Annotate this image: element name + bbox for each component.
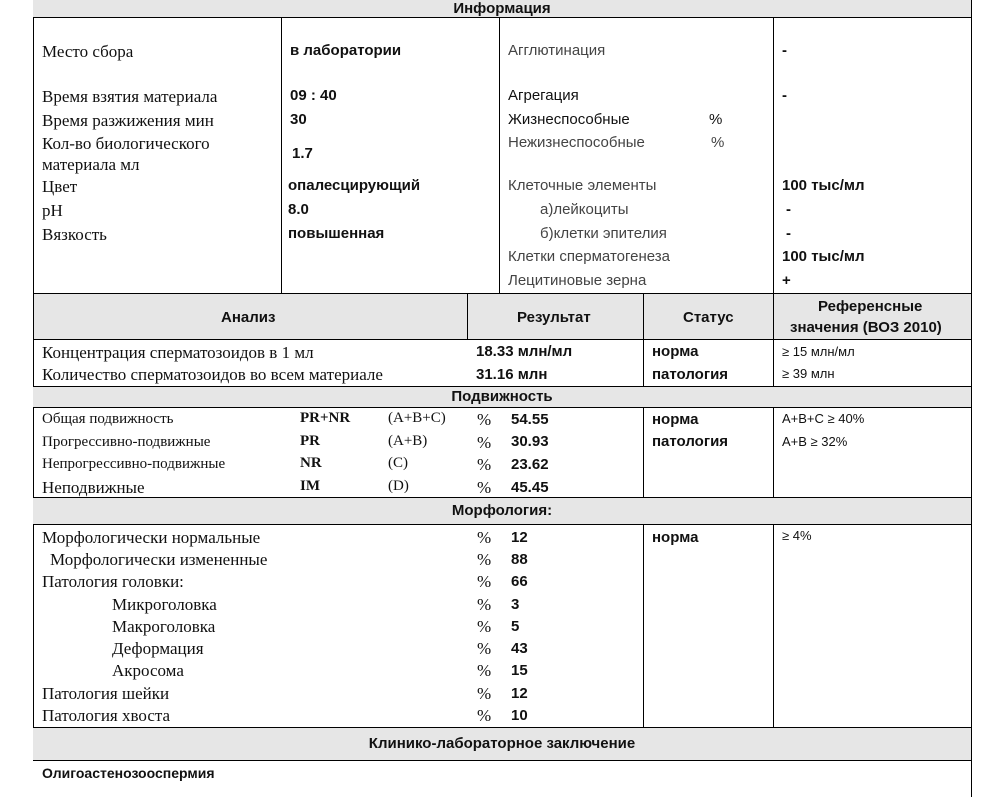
morph-value-tail: 10 bbox=[511, 707, 528, 724]
morphology-reference: ≥ 4% bbox=[782, 528, 812, 543]
info-label-spermatogenesis: Клетки сперматогенеза bbox=[508, 248, 670, 265]
info-value-viscosity: повышенная bbox=[288, 225, 385, 242]
morph-pct-deformation: % bbox=[477, 639, 492, 658]
motility-cat-immotile: (D) bbox=[388, 478, 409, 494]
motility-pct-total: % bbox=[477, 410, 492, 429]
morph-pct-head: % bbox=[477, 572, 492, 591]
morph-pct-microhead: % bbox=[477, 595, 492, 614]
motility-status-total: норма bbox=[652, 411, 699, 428]
info-unit-nonviable: % bbox=[711, 134, 725, 151]
analysis-ref-total: ≥ 39 млн bbox=[782, 366, 835, 381]
info-unit-viable: % bbox=[709, 111, 723, 128]
divider bbox=[33, 524, 971, 525]
info-label-cell-elements: Клеточные элементы bbox=[508, 177, 657, 194]
motility-code-progressive: PR bbox=[300, 433, 320, 449]
motility-value-progressive: 30.93 bbox=[511, 433, 549, 450]
info-value-cell-elements: 100 тыс/мл bbox=[782, 177, 865, 194]
divider bbox=[773, 524, 774, 727]
motility-name-nonprogressive: Непрогрессивно-подвижные bbox=[42, 456, 226, 472]
morph-name-normal: Морфологически нормальные bbox=[42, 528, 261, 547]
header-status: Статус bbox=[683, 309, 734, 326]
morph-value-deformation: 43 bbox=[511, 640, 528, 657]
morph-name-head: Патология головки: bbox=[42, 572, 184, 591]
morph-value-abnormal: 88 bbox=[511, 551, 528, 568]
info-value-color: опалесцирующий bbox=[288, 177, 421, 194]
header-analysis: Анализ bbox=[221, 309, 276, 326]
divider bbox=[773, 294, 774, 386]
info-label-liquefaction: Время разжижения мин bbox=[42, 111, 214, 130]
info-label-color: Цвет bbox=[42, 177, 78, 196]
divider bbox=[773, 17, 774, 293]
motility-code-total: PR+NR bbox=[300, 410, 351, 426]
motility-title: Подвижность bbox=[451, 388, 553, 405]
info-value-lecithin: + bbox=[782, 272, 791, 289]
motility-pct-progressive: % bbox=[477, 433, 492, 452]
morph-value-normal: 12 bbox=[511, 529, 528, 546]
header-reference-line1: Референсные bbox=[818, 298, 923, 315]
morph-name-microhead: Микроголовка bbox=[112, 595, 217, 614]
info-label-epithelial: б)клетки эпителия bbox=[540, 225, 667, 242]
motility-value-total: 54.55 bbox=[511, 411, 549, 428]
morph-pct-acrosome: % bbox=[477, 661, 492, 680]
analysis-name-concentration: Концентрация сперматозоидов в 1 мл bbox=[42, 343, 314, 362]
info-label-viscosity: Вязкость bbox=[42, 225, 107, 244]
divider bbox=[33, 407, 971, 408]
info-value-epithelial: - bbox=[786, 225, 791, 242]
info-value-collection-place: в лаборатории bbox=[290, 42, 402, 59]
divider bbox=[773, 407, 774, 497]
divider bbox=[33, 17, 971, 18]
info-label-lecithin: Лецитиновые зерна bbox=[508, 272, 647, 289]
divider bbox=[499, 17, 500, 293]
divider bbox=[643, 294, 644, 386]
morph-name-acrosome: Акросома bbox=[112, 661, 184, 680]
morph-value-microhead: 3 bbox=[511, 596, 520, 613]
morph-value-macrohead: 5 bbox=[511, 618, 520, 635]
morph-pct-neck: % bbox=[477, 684, 492, 703]
motility-pct-nonprogressive: % bbox=[477, 455, 492, 474]
info-value-liquefaction: 30 bbox=[290, 111, 307, 128]
analysis-result-concentration: 18.33 млн/мл bbox=[476, 343, 573, 360]
analysis-name-total: Количество сперматозоидов во всем материале bbox=[42, 365, 383, 384]
divider bbox=[971, 0, 972, 797]
info-label-agglutination: Агглютинация bbox=[508, 42, 606, 59]
info-label-aggregation: Агрегация bbox=[508, 87, 579, 104]
divider bbox=[33, 760, 971, 761]
motility-name-progressive: Прогрессивно-подвижные bbox=[42, 434, 211, 450]
header-reference-line2: значения (ВОЗ 2010) bbox=[790, 319, 942, 336]
info-label-collection-time: Время взятия материала bbox=[42, 87, 218, 106]
morphology-status: норма bbox=[652, 529, 699, 546]
morph-name-abnormal: Морфологически измененные bbox=[50, 550, 268, 569]
header-result: Результат bbox=[517, 309, 591, 326]
conclusion-text: Олигоастенозооспермия bbox=[42, 765, 215, 781]
motility-name-immotile: Неподвижные bbox=[42, 478, 145, 497]
info-value-ph: 8.0 bbox=[288, 201, 309, 218]
info-label-ph: pH bbox=[42, 201, 63, 220]
motility-pct-immotile: % bbox=[477, 478, 492, 497]
info-value-agglutination: - bbox=[782, 42, 787, 59]
analysis-result-total: 31.16 млн bbox=[476, 366, 548, 383]
motility-name-total: Общая подвижность bbox=[42, 411, 174, 427]
conclusion-title: Клинико-лабораторное заключение bbox=[368, 735, 636, 752]
morph-pct-macrohead: % bbox=[477, 617, 492, 636]
morph-value-neck: 12 bbox=[511, 685, 528, 702]
analysis-ref-concentration: ≥ 15 млн/мл bbox=[782, 344, 855, 359]
morph-value-acrosome: 15 bbox=[511, 662, 528, 679]
motility-status-progressive: патология bbox=[652, 433, 729, 450]
morph-value-head: 66 bbox=[511, 573, 528, 590]
motility-cat-total: (A+B+C) bbox=[388, 410, 446, 426]
info-label-nonviable: Нежизнеспособные bbox=[508, 134, 645, 151]
divider bbox=[643, 407, 644, 497]
info-title: Информация bbox=[453, 0, 551, 17]
morph-name-neck: Патология шейки bbox=[42, 684, 170, 703]
morph-name-deformation: Деформация bbox=[112, 639, 204, 658]
motility-ref-total: A+B+C ≥ 40% bbox=[782, 411, 865, 426]
divider bbox=[643, 524, 644, 727]
divider bbox=[33, 339, 971, 340]
motility-code-immotile: IM bbox=[300, 478, 320, 494]
info-label-volume: Кол-во биологического bbox=[42, 134, 210, 153]
motility-cat-progressive: (A+B) bbox=[388, 433, 428, 449]
analysis-status-concentration: норма bbox=[652, 343, 699, 360]
divider bbox=[33, 17, 34, 293]
morph-pct-normal: % bbox=[477, 528, 492, 547]
info-label-leukocytes: а)лейкоциты bbox=[540, 201, 629, 218]
morph-name-tail: Патология хвоста bbox=[42, 706, 171, 725]
info-label-collection-place: Место сбора bbox=[42, 42, 134, 61]
info-value-spermatogenesis: 100 тыс/мл bbox=[782, 248, 865, 265]
info-label-volume-line2: материала мл bbox=[42, 155, 140, 174]
motility-code-nonprogressive: NR bbox=[300, 455, 322, 471]
divider bbox=[467, 294, 468, 339]
morph-name-macrohead: Макроголовка bbox=[112, 617, 216, 636]
motility-value-immotile: 45.45 bbox=[511, 479, 549, 496]
info-value-collection-time: 09 : 40 bbox=[290, 87, 337, 104]
morph-pct-tail: % bbox=[477, 706, 492, 725]
info-value-leukocytes: - bbox=[786, 201, 791, 218]
info-value-volume: 1.7 bbox=[292, 145, 313, 162]
motility-ref-progressive: A+B ≥ 32% bbox=[782, 434, 848, 449]
info-value-aggregation: - bbox=[782, 87, 787, 104]
morphology-title: Морфология: bbox=[451, 502, 553, 519]
analysis-status-total: патология bbox=[652, 366, 729, 383]
motility-cat-nonprogressive: (C) bbox=[388, 455, 408, 471]
info-label-viable: Жизнеспособные bbox=[508, 111, 630, 128]
motility-value-nonprogressive: 23.62 bbox=[511, 456, 549, 473]
divider bbox=[281, 17, 282, 293]
morph-pct-abnormal: % bbox=[477, 550, 492, 569]
